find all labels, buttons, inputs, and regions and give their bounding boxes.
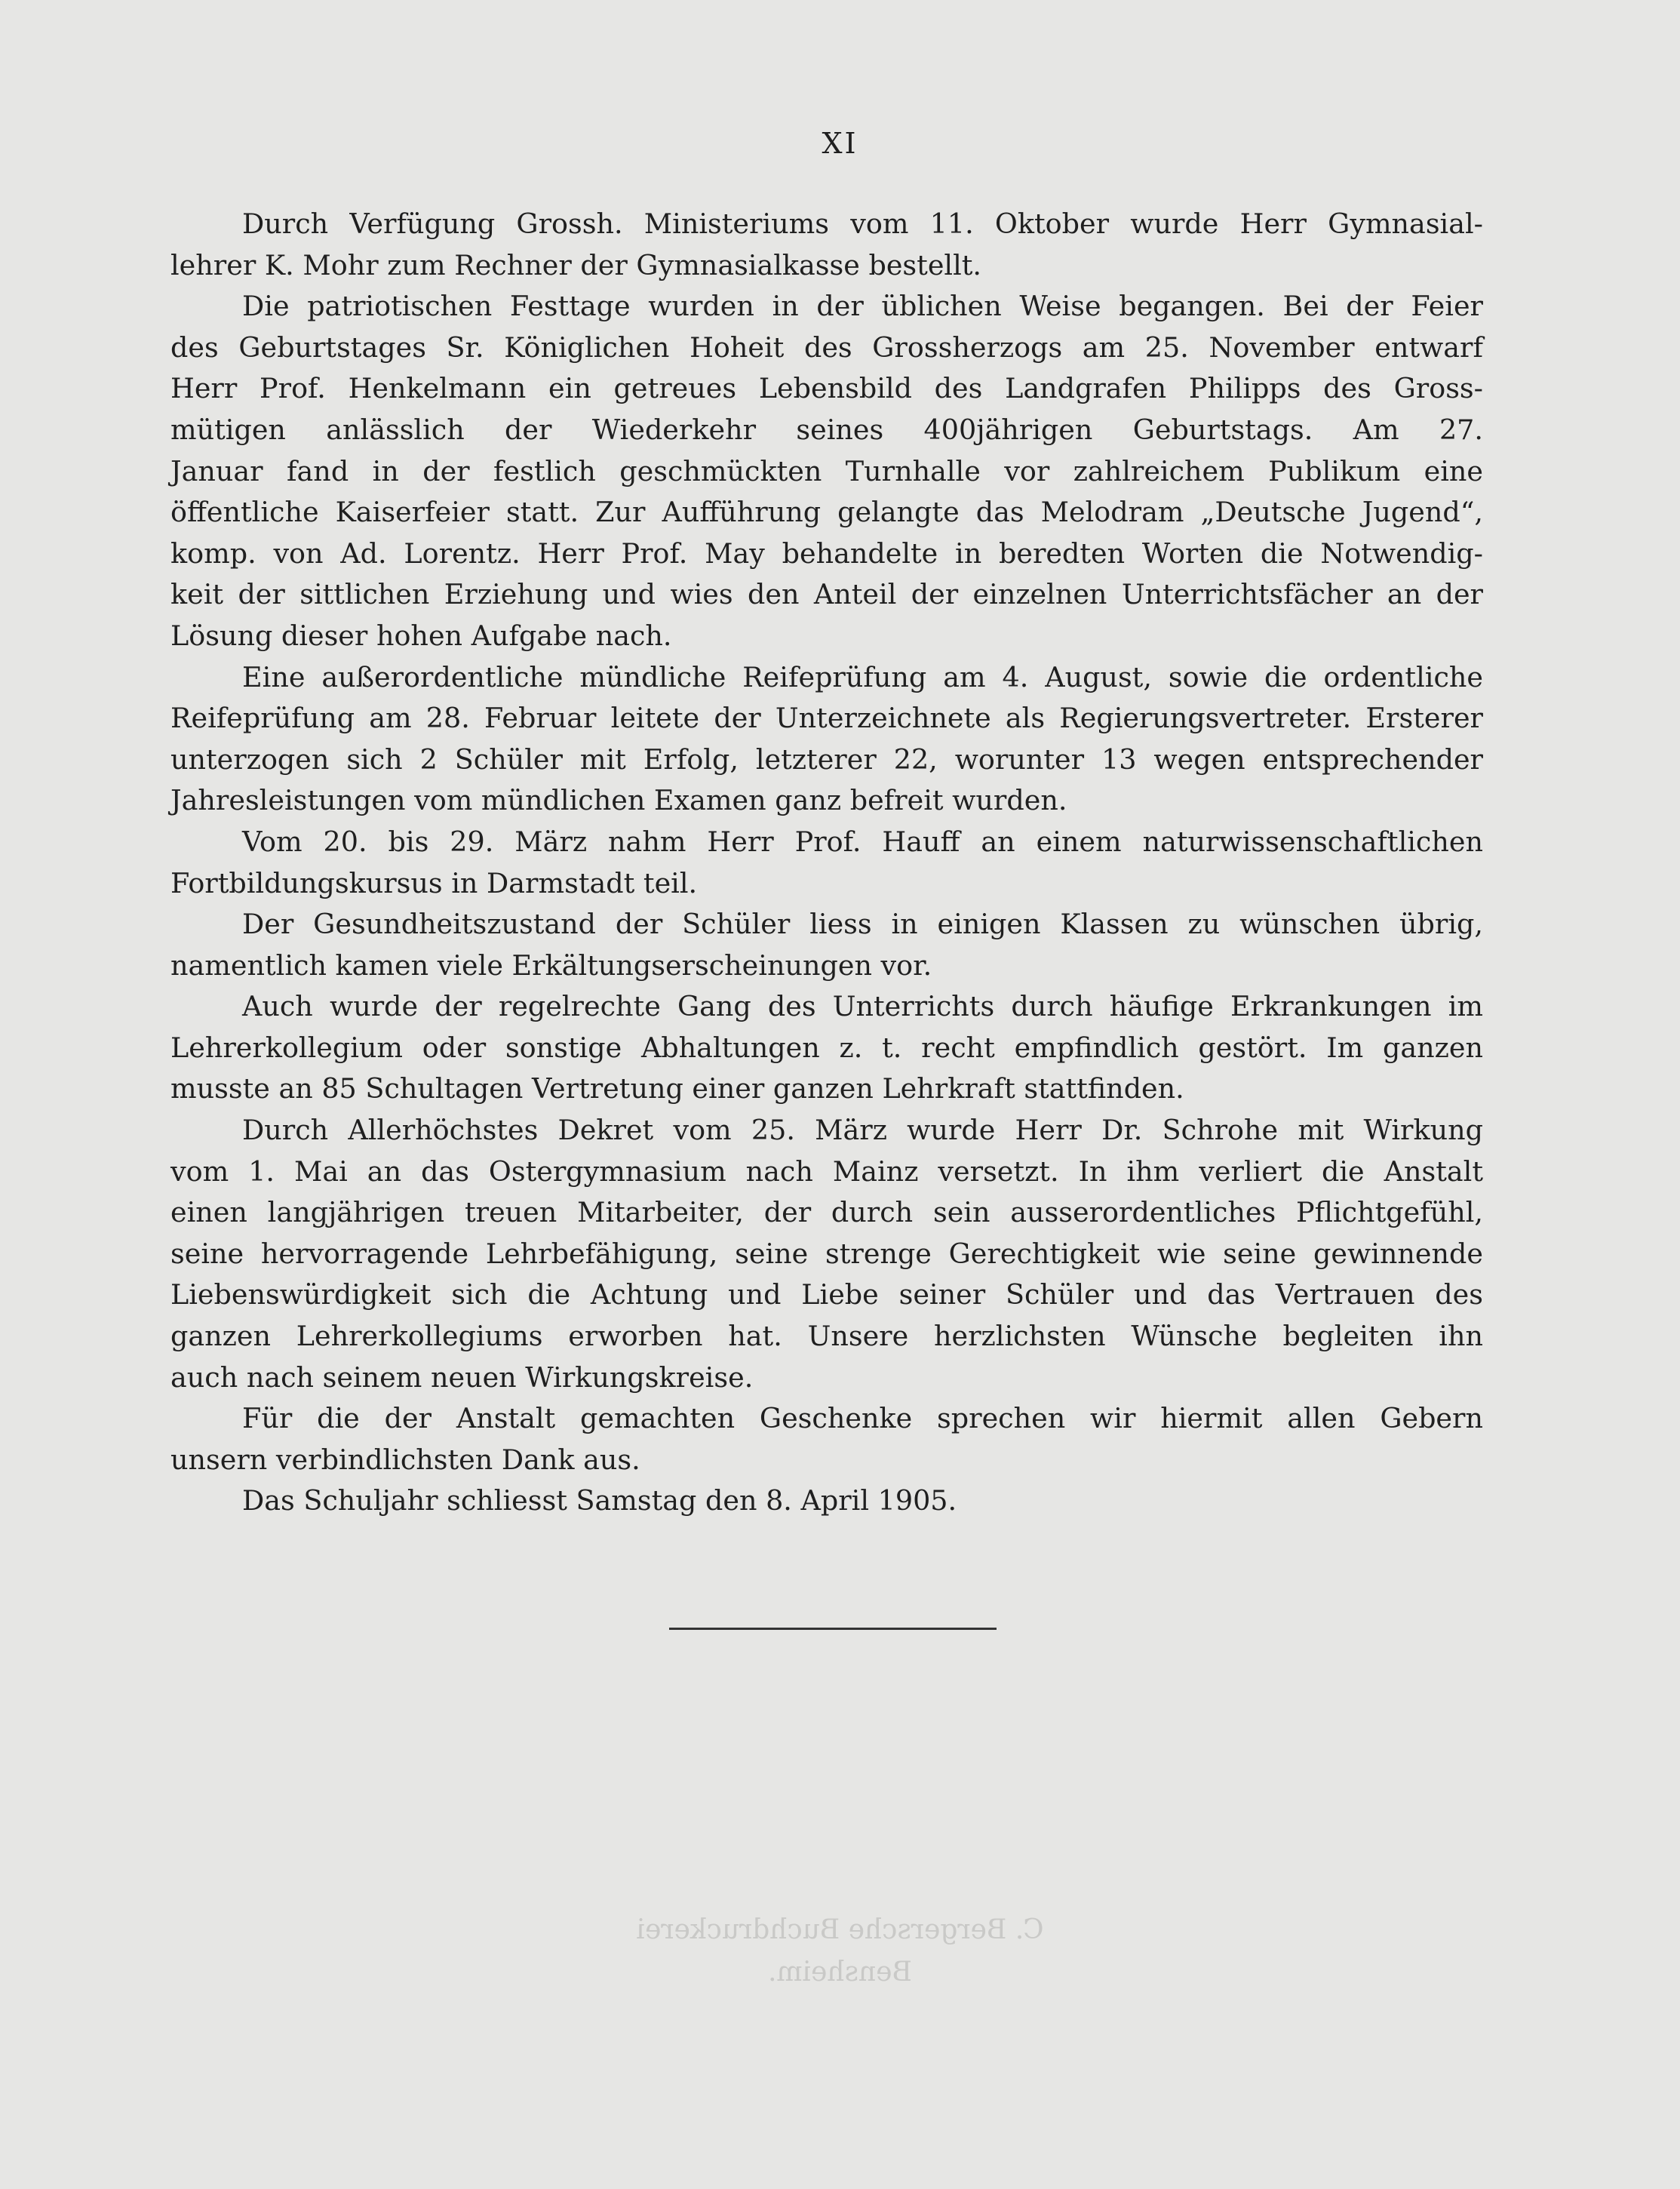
text-line: Das Schuljahr schliesst Samstag den 8. April 1905. — [242, 1484, 957, 1517]
text-line: Durch Verfügung Grossh. Ministeriums vom 11. Oktober wurde Herr Gymnasial- — [242, 208, 1483, 240]
paragraph — [170, 822, 1483, 904]
paragraph — [170, 1480, 1483, 1522]
text-line: Liebenswürdigkeit sich die Achtung und Liebe seiner Schüler und das Vertrauen des — [170, 1278, 1483, 1311]
page-number: XI — [822, 127, 858, 160]
text-line: Reifeprüfung am 28. Februar leitete der Unterzeichnete als Regierungsvertreter. Ersterer — [170, 702, 1483, 735]
text-line: komp. von Ad. Lorentz. Herr Prof. May behandelte in beredten Worten die Notwendig- — [170, 536, 1483, 570]
closing-rule — [669, 1628, 997, 1630]
text-line: Eine außerordentliche mündliche Reifeprüfung am 4. August, sowie die ordentliche — [242, 660, 1483, 693]
text-line: Die patriotischen Festtage wurden in der üblichen Weise begangen. Bei der Feier — [242, 290, 1483, 323]
text-line: ganzen Lehrerkollegiums erworben hat. Unsere herzlichsten Wünsche begleiten ihn — [170, 1320, 1483, 1353]
text-line: Vom 20. bis 29. März nahm Herr Prof. Hauff an einem naturwissenschaftlichen — [242, 825, 1483, 858]
text-line: Lehrerkollegium oder sonstige Abhaltungen z. t. recht empfindlich gestört. Im ganzen — [170, 1031, 1483, 1064]
text-line: auch nach seinem neuen Wirkungskreise. — [170, 1360, 754, 1394]
text-line: unsern verbindlichsten Dank aus. — [170, 1443, 640, 1476]
paragraph — [170, 286, 1483, 656]
paragraph — [170, 904, 1483, 986]
text-line: Durch Allerhöchstes Dekret vom 25. März wurde Herr Dr. Schrohe mit Wirkung — [242, 1114, 1483, 1147]
text-line: Auch wurde der regelrechte Gang des Unterrichts durch häufige Erkrankungen im — [242, 990, 1483, 1023]
paragraph — [170, 204, 1483, 286]
text-line: Für die der Anstalt gemachten Geschenke sprechen wir hiermit allen Gebern — [242, 1402, 1483, 1435]
text-line: Herr Prof. Henkelmann ein getreues Lebensbild des Landgrafen Philipps des Gross- — [170, 372, 1483, 405]
text-line: des Geburtstages Sr. Königlichen Hoheit des Grossherzogs am 25. November entwarf — [170, 331, 1483, 364]
text-line: musste an 85 Schultagen Vertretung einer ganzen Lehrkraft stattfinden. — [170, 1072, 1184, 1105]
text-line: Januar fand in der festlich geschmückten Turnhalle vor zahlreichem Publikum eine — [170, 454, 1483, 487]
text-line: öffentliche Kaiserfeier statt. Zur Aufführung gelangte das Melodram „Deutsche Jugend“, — [170, 496, 1483, 529]
printer-location-show-through: Bensheim. — [768, 1957, 913, 1988]
text-line: Lösung dieser hohen Aufgabe nach. — [170, 619, 672, 652]
paragraph — [170, 1398, 1483, 1480]
text-line: Fortbildungskursus in Darmstadt teil. — [170, 866, 698, 899]
paragraph — [170, 1110, 1483, 1398]
paragraph — [170, 986, 1483, 1110]
text-line: namentlich kamen viele Erkältungserscheinungen vor. — [170, 948, 932, 982]
text-line: vom 1. Mai an das Ostergymnasium nach Mainz versetzt. In ihm verliert die Anstalt — [170, 1154, 1483, 1188]
text-line: Jahresleistungen vom mündlichen Examen ganz befreit wurden. — [170, 784, 1067, 817]
paragraph — [170, 657, 1483, 822]
printer-imprint-show-through: C. Bergersche Buchdruckerei — [636, 1914, 1044, 1945]
text-line: keit der sittlichen Erziehung und wies den Anteil der einzelnen Unterrichtsfächer an der — [170, 578, 1483, 611]
body-text — [170, 204, 1483, 1522]
text-line: einen langjährigen treuen Mitarbeiter, der durch sein ausserordentliches Pflichtgefühl, — [170, 1196, 1483, 1229]
text-line: lehrer K. Mohr zum Rechner der Gymnasialkasse bestellt. — [170, 248, 982, 281]
text-line: Der Gesundheitszustand der Schüler liess in einigen Klassen zu wünschen übrig, — [242, 908, 1483, 941]
text-line: mütigen anlässlich der Wiederkehr seines 400jährigen Geburtstags. Am 27. — [170, 413, 1483, 446]
text-line: unterzogen sich 2 Schüler mit Erfolg, letzterer 22, worunter 13 wegen entsprechender — [170, 742, 1483, 776]
text-line: seine hervorragende Lehrbefähigung, seine strenge Gerechtigkeit wie seine gewinnende — [170, 1237, 1483, 1270]
